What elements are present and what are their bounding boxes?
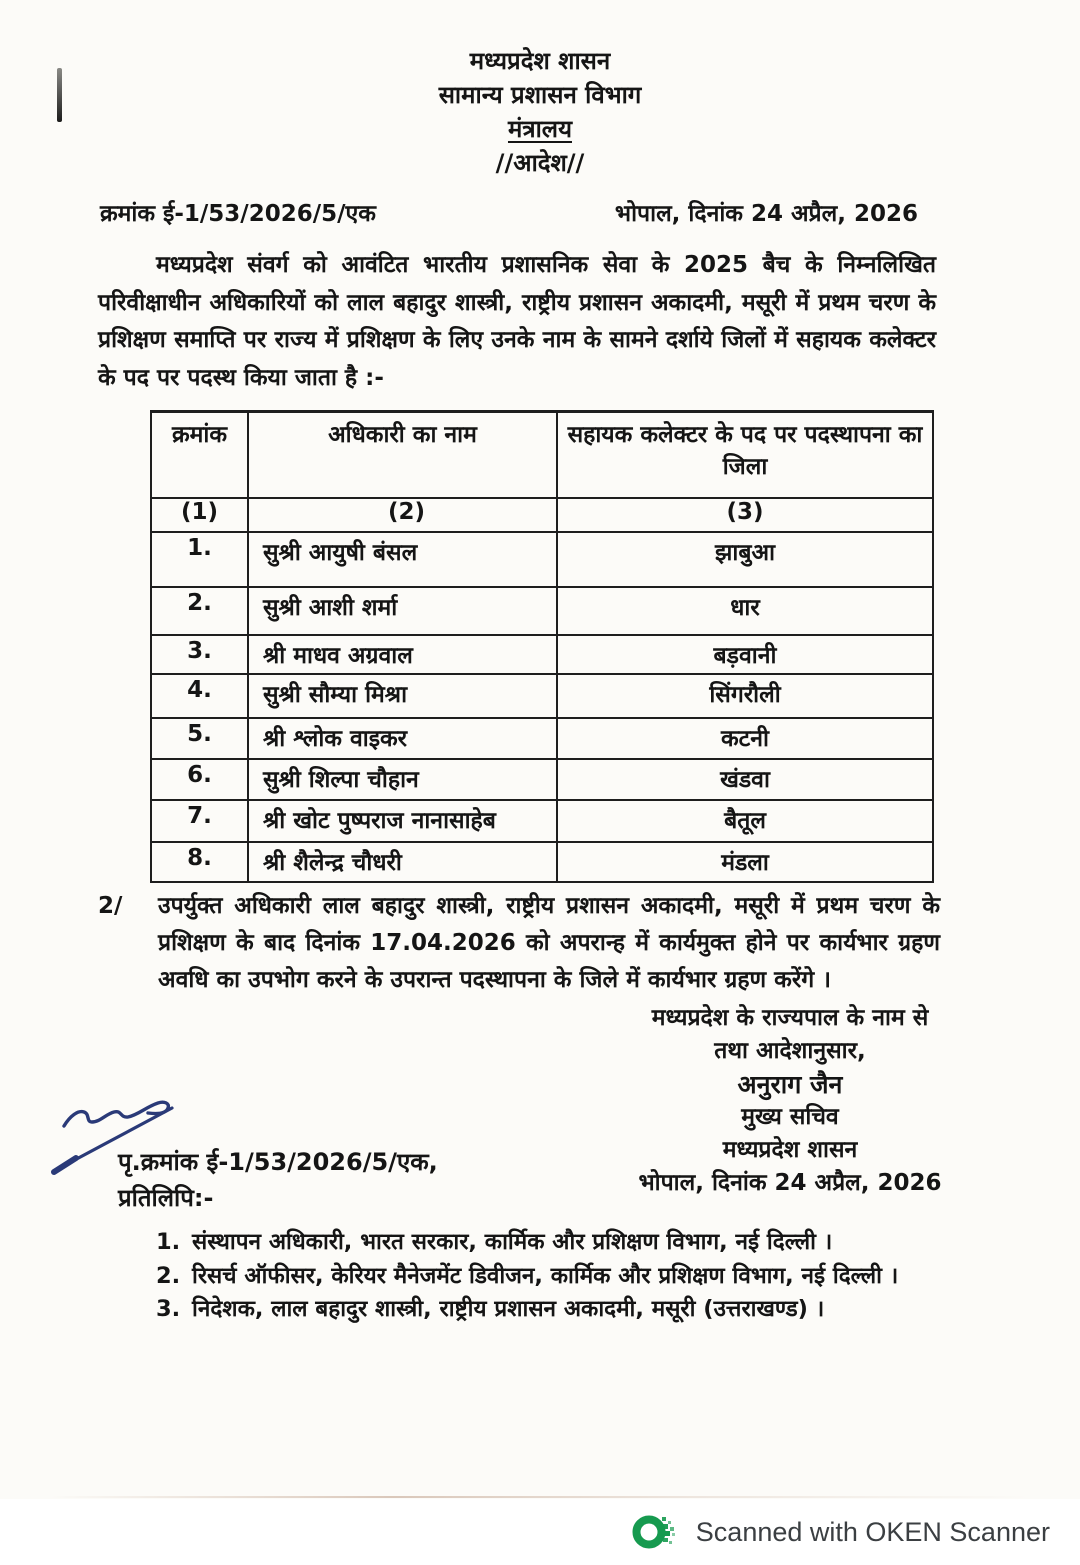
row-district: बैतूल: [557, 800, 933, 842]
table-header-row: [151, 412, 933, 498]
place-and-date: भोपाल, दिनांक 24 अप्रैल, 2026: [614, 201, 918, 227]
order-heading: //आदेश//: [495, 149, 585, 177]
copy-to-list: [156, 1226, 936, 1327]
govt-name: मध्यप्रदेश शासन: [469, 47, 611, 75]
copy-item-number: 2.: [156, 1262, 181, 1289]
table-row: [151, 587, 933, 635]
endorsement-ref: पृ.क्रमांक ई-1/53/2026/5/एक,: [118, 1148, 438, 1176]
ministry-label: मंत्रालय: [507, 115, 572, 143]
row-officer-name: श्री शैलेन्द्र चौधरी: [248, 842, 557, 882]
row-district: खंडवा: [557, 759, 933, 800]
copy-item: [156, 1260, 936, 1294]
copy-item-text: संस्थापन अधिकारी, भारत सरकार, कार्मिक और प्रशिक्षण विभाग, नई दिल्ली ।: [192, 1229, 833, 1255]
posting-table: [150, 410, 934, 883]
department-name: सामान्य प्रशासन विभाग: [438, 81, 642, 109]
page-edge-shadow: [50, 1496, 1030, 1498]
row-officer-name: श्री श्लोक वाइकर: [248, 718, 557, 759]
row-sno: 5.: [151, 718, 248, 759]
table-row: [151, 718, 933, 759]
row-sno: 7.: [151, 800, 248, 842]
signoff-line-2: तथा आदेशानुसार,: [714, 1038, 866, 1064]
copy-item: [156, 1293, 936, 1327]
row-district: बड़वानी: [557, 635, 933, 674]
order-paragraph-1: मध्यप्रदेश संवर्ग को आवंटित भारतीय प्रशासनिक सेवा के 2025 बैच के निम्नलिखित परिवीक्षाधीन अधिकारियों को लाल बहादुर शास्त्री, राष्ट्रीय प्रशासन अकादमी, मसूरी में प्रथम चरण के प्रशिक्षण समाप्ति पर राज्य में प्रशिक्षण के लिए उनके नाम के सामने दर्शाये जिलों में सहायक कलेक्टर के पद पर पदस्थ किया जाता है :-: [98, 252, 936, 391]
scanner-footer-text: Scanned with OKEN Scanner: [695, 1516, 1050, 1547]
row-officer-name: श्री खोट पुष्पराज नानासाहेब: [248, 800, 557, 842]
row-officer-name: श्री माधव अग्रवाल: [248, 635, 557, 674]
header-sno: क्रमांक: [151, 412, 248, 498]
row-district: मंडला: [557, 842, 933, 882]
signoff-place-date: भोपाल, दिनांक 24 अप्रैल, 2026: [638, 1170, 942, 1196]
row-sno: 2.: [151, 587, 248, 635]
header-officer-name: अधिकारी का नाम: [248, 412, 557, 498]
row-sno: 1.: [151, 532, 248, 587]
letterhead: [0, 44, 1080, 180]
signatory-org: मध्यप्रदेश शासन: [722, 1137, 858, 1163]
endorsement-block: [118, 1144, 438, 1216]
row-district: कटनी: [557, 718, 933, 759]
copy-item: [156, 1226, 936, 1260]
table-subheader-row: [151, 498, 933, 532]
signoff-line-1: मध्यप्रदेश के राज्यपाल के नाम से: [651, 1005, 929, 1031]
table-row: [151, 842, 933, 882]
copy-item-text: निदेशक, लाल बहादुर शास्त्री, राष्ट्रीय प्रशासन अकादमी, मसूरी (उत्तराखण्ड) ।: [192, 1296, 825, 1322]
row-district: धार: [557, 587, 933, 635]
subheader-2: (2): [248, 498, 557, 532]
row-sno: 6.: [151, 759, 248, 800]
scanner-footer: [0, 1499, 1080, 1565]
signoff-block: [588, 1002, 992, 1200]
reference-number: क्रमांक ई-1/53/2026/5/एक: [100, 201, 376, 227]
row-officer-name: सुश्री आशी शर्मा: [248, 587, 557, 635]
table-row: [151, 635, 933, 674]
table-row: [151, 800, 933, 842]
row-sno: 3.: [151, 635, 248, 674]
order-paragraph-2: [98, 888, 940, 999]
paragraph-2-text: उपर्युक्त अधिकारी लाल बहादुर शास्त्री, राष्ट्रीय प्रशासन अकादमी, मसूरी में प्रथम चरण के प्रशिक्षण के बाद दिनांक 17.04.2026 को अपरान्ह में कार्यमुक्त होने पर कार्यभार ग्रहण अवधि का उपभोग करने के उपरान्त पदस्थापना के जिले में कार्यभार ग्रहण करेंगे ।: [158, 893, 940, 993]
table-row: [151, 674, 933, 718]
subheader-3: (3): [557, 498, 933, 532]
subheader-1: (1): [151, 498, 248, 532]
copy-item-number: 1.: [156, 1229, 181, 1255]
table-row: [151, 532, 933, 587]
copy-label: प्रतिलिपि:-: [118, 1184, 214, 1212]
signatory-title: मुख्य सचिव: [741, 1104, 839, 1130]
row-sno: 4.: [151, 674, 248, 718]
copy-item-text: रिसर्च ऑफीसर, केरियर मैनेजमेंट डिवीजन, कार्मिक और प्रशिक्षण विभाग, नई दिल्ली ।: [192, 1262, 899, 1289]
signatory-name: अनुराग जैन: [737, 1070, 843, 1099]
row-sno: 8.: [151, 842, 248, 882]
row-district: झाबुआ: [557, 532, 933, 587]
row-officer-name: सुश्री शिल्पा चौहान: [248, 759, 557, 800]
header-district: सहायक कलेक्टर के पद पर पदस्थापना का जिला: [557, 412, 933, 498]
table-row: [151, 759, 933, 800]
copy-item-number: 3.: [156, 1296, 181, 1322]
row-officer-name: सुश्री आयुषी बंसल: [248, 532, 557, 587]
paragraph-2-marker: 2/: [98, 893, 123, 919]
reference-row: [100, 196, 918, 228]
row-district: सिंगरौली: [557, 674, 933, 718]
row-officer-name: सुश्री सौम्या मिश्रा: [248, 674, 557, 718]
oken-scanner-icon: [632, 1511, 680, 1553]
